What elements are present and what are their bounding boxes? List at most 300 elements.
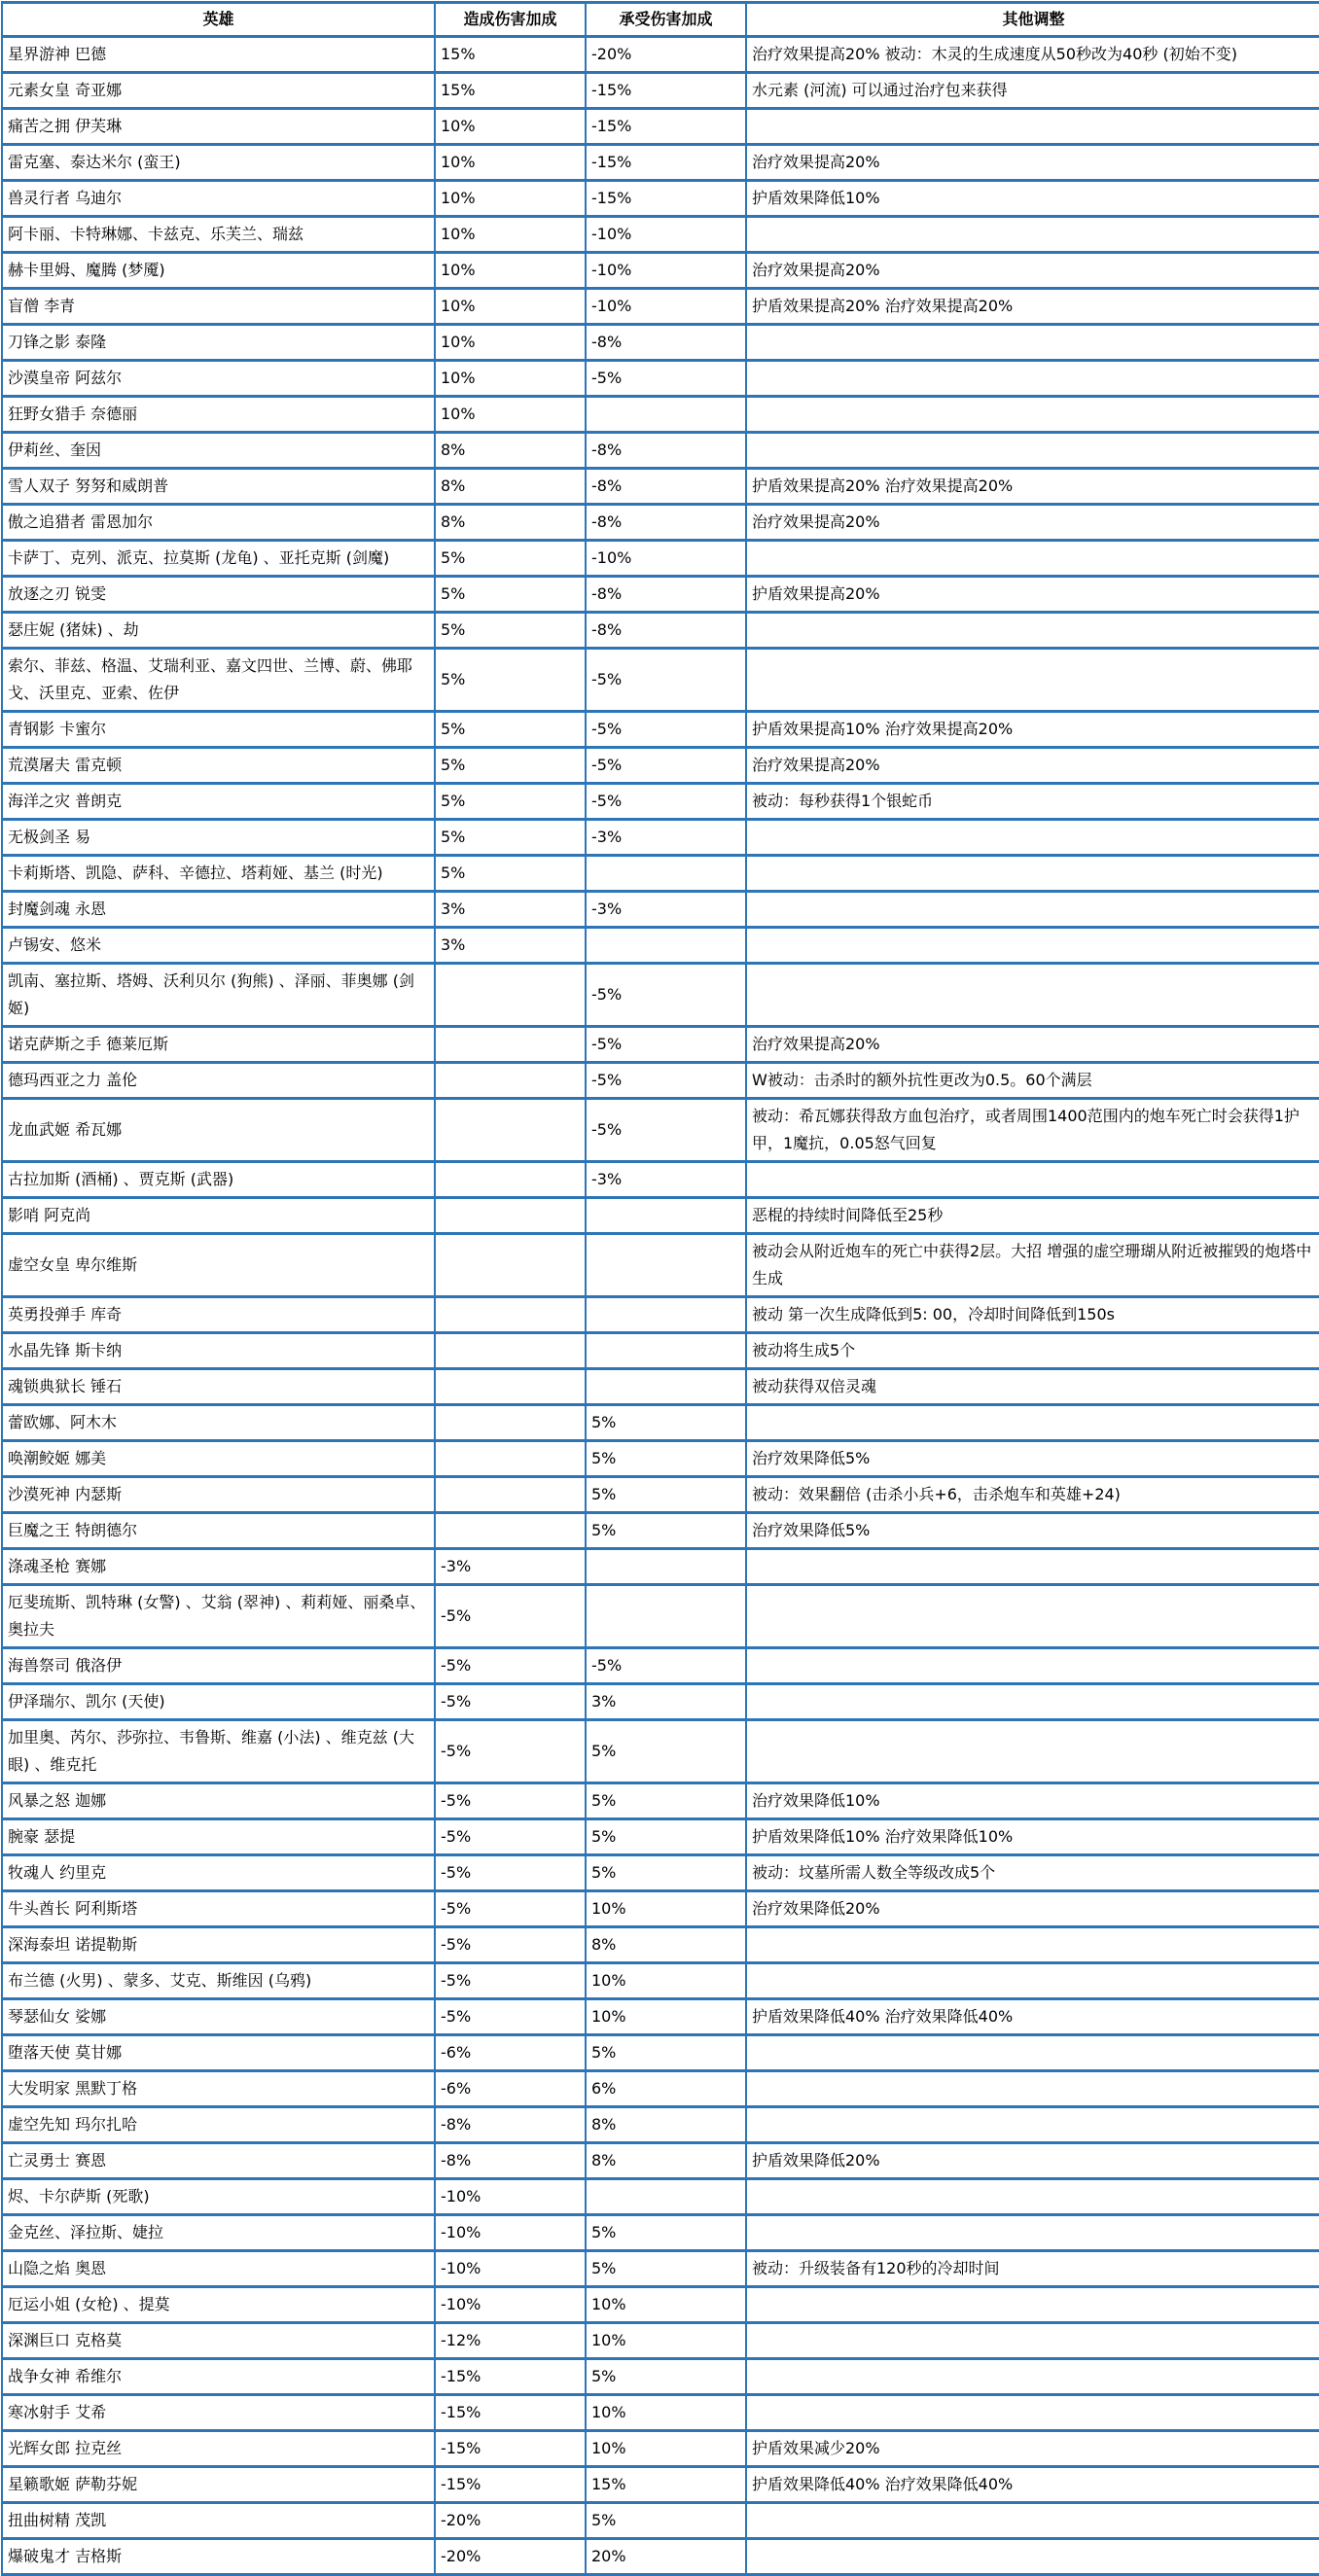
table-row (2, 109, 1319, 145)
damage-taken-cell: 10% (586, 2431, 746, 2467)
table-row (2, 469, 1319, 505)
table-row (2, 1477, 1319, 1513)
damage-taken-cell: 5% (586, 1441, 746, 1477)
damage-dealt-cell (435, 1513, 586, 1549)
table-row (2, 1927, 1319, 1963)
damage-taken-cell: -3% (586, 892, 746, 928)
table-row (2, 856, 1319, 892)
other-adjustments-cell (746, 1927, 1319, 1963)
hero-cell: 琴瑟仙女 娑娜 (2, 1999, 435, 2035)
hero-cell: 无极剑圣 易 (2, 820, 435, 856)
other-adjustments-cell (746, 541, 1319, 577)
damage-taken-cell: -3% (586, 820, 746, 856)
hero-cell: 加里奥、芮尔、莎弥拉、韦鲁斯、维嘉 (小法) 、维克兹 (大眼) 、维克托 (2, 1720, 435, 1783)
hero-cell: 星籁歌姬 萨勒芬妮 (2, 2467, 435, 2503)
damage-dealt-cell (435, 1234, 586, 1297)
other-adjustments-cell: 治疗效果降低5% (746, 1441, 1319, 1477)
damage-dealt-cell: -10% (435, 2215, 586, 2251)
damage-dealt-cell: 5% (435, 748, 586, 784)
damage-taken-cell: -10% (586, 289, 746, 325)
damage-taken-cell: -8% (586, 325, 746, 361)
damage-taken-cell (586, 1297, 746, 1333)
damage-taken-cell: -5% (586, 1099, 746, 1162)
hero-cell: 兽灵行者 乌迪尔 (2, 181, 435, 217)
table-row (2, 748, 1319, 784)
other-adjustments-cell: 护盾效果降低20% (746, 2143, 1319, 2179)
table-row (2, 1513, 1319, 1549)
damage-taken-cell: -10% (586, 541, 746, 577)
table-row (2, 2431, 1319, 2467)
table-row (2, 1441, 1319, 1477)
hero-cell: 海兽祭司 俄洛伊 (2, 1648, 435, 1684)
table-row (2, 613, 1319, 649)
hero-cell: 厄运小姐 (女枪) 、提莫 (2, 2287, 435, 2323)
other-adjustments-cell (746, 2179, 1319, 2215)
table-row (2, 2107, 1319, 2143)
damage-dealt-cell: -5% (435, 1855, 586, 1891)
damage-dealt-cell (435, 1027, 586, 1063)
damage-dealt-cell: 3% (435, 892, 586, 928)
damage-dealt-cell: 5% (435, 856, 586, 892)
table-row (2, 2143, 1319, 2179)
table-row (2, 1405, 1319, 1441)
table-row (2, 2467, 1319, 2503)
damage-taken-cell (586, 1333, 746, 1369)
table-row (2, 397, 1319, 433)
other-adjustments-cell (746, 1162, 1319, 1198)
table-row (2, 217, 1319, 253)
damage-taken-cell: -8% (586, 577, 746, 613)
table-row (2, 361, 1319, 397)
hero-cell: 牛头酋长 阿利斯塔 (2, 1891, 435, 1927)
hero-cell: 涤魂圣枪 赛娜 (2, 1549, 435, 1585)
table-row (2, 1783, 1319, 1819)
damage-taken-cell (586, 1369, 746, 1405)
damage-dealt-cell: 10% (435, 289, 586, 325)
other-adjustments-cell (746, 361, 1319, 397)
damage-taken-cell: -15% (586, 109, 746, 145)
damage-taken-cell: -5% (586, 649, 746, 712)
damage-dealt-cell (435, 1198, 586, 1234)
other-adjustments-cell: 护盾效果提高20% 治疗效果提高20% (746, 289, 1319, 325)
other-adjustments-cell: 护盾效果降低10% 治疗效果降低10% (746, 1819, 1319, 1855)
damage-dealt-cell: -6% (435, 2071, 586, 2107)
damage-dealt-cell: 10% (435, 325, 586, 361)
damage-taken-cell: 5% (586, 1477, 746, 1513)
damage-dealt-cell: -5% (435, 1783, 586, 1819)
damage-taken-cell: 10% (586, 1963, 746, 1999)
other-adjustments-cell (746, 2035, 1319, 2071)
hero-cell: 虚空先知 玛尔扎哈 (2, 2107, 435, 2143)
damage-taken-cell: 5% (586, 1783, 746, 1819)
damage-dealt-cell: -10% (435, 2179, 586, 2215)
damage-taken-cell: -20% (586, 37, 746, 73)
hero-cell: 痛苦之拥 伊芙琳 (2, 109, 435, 145)
other-adjustments-cell: 治疗效果提高20% (746, 748, 1319, 784)
table-row (2, 1585, 1319, 1648)
damage-taken-cell: -5% (586, 748, 746, 784)
damage-dealt-cell: -5% (435, 1585, 586, 1648)
hero-cell: 堕落天使 莫甘娜 (2, 2035, 435, 2071)
table-row (2, 1648, 1319, 1684)
hero-cell: 牧魂人 约里克 (2, 1855, 435, 1891)
table-row (2, 649, 1319, 712)
damage-dealt-cell (435, 1369, 586, 1405)
damage-dealt-cell: 15% (435, 37, 586, 73)
damage-dealt-cell (435, 1297, 586, 1333)
damage-dealt-cell: -5% (435, 1999, 586, 2035)
table-row (2, 2035, 1319, 2071)
other-adjustments-cell: 治疗效果提高20% (746, 253, 1319, 289)
damage-taken-cell: 5% (586, 1819, 746, 1855)
damage-taken-cell: -5% (586, 1027, 746, 1063)
damage-taken-cell (586, 928, 746, 964)
table-row (2, 2287, 1319, 2323)
hero-cell: 龙血武姬 希瓦娜 (2, 1099, 435, 1162)
other-adjustments-cell: 治疗效果提高20% 被动：木灵的生成速度从50秒改为40秒 (初始不变) (746, 37, 1319, 73)
table-row (2, 1099, 1319, 1162)
other-adjustments-cell (746, 2287, 1319, 2323)
hero-cell: 魂锁典狱长 锤石 (2, 1369, 435, 1405)
other-adjustments-cell (746, 1963, 1319, 1999)
hero-cell: 水晶先锋 斯卡纳 (2, 1333, 435, 1369)
other-adjustments-cell: 被动：每秒获得1个银蛇币 (746, 784, 1319, 820)
table-row (2, 253, 1319, 289)
damage-dealt-cell: -20% (435, 2539, 586, 2575)
damage-dealt-cell: 5% (435, 712, 586, 748)
table-row (2, 1333, 1319, 1369)
damage-taken-cell: 6% (586, 2071, 746, 2107)
hero-cell: 星界游神 巴德 (2, 37, 435, 73)
hero-cell: 巨魔之王 特朗德尔 (2, 1513, 435, 1549)
table-row (2, 2071, 1319, 2107)
damage-taken-cell: -15% (586, 181, 746, 217)
damage-taken-cell: 10% (586, 2395, 746, 2431)
table-row (2, 1963, 1319, 1999)
table-row (2, 2395, 1319, 2431)
table-row (2, 325, 1319, 361)
damage-taken-cell: -5% (586, 784, 746, 820)
table-row (2, 1369, 1319, 1405)
hero-cell: 傲之追猎者 雷恩加尔 (2, 505, 435, 541)
hero-cell: 元素女皇 奇亚娜 (2, 73, 435, 109)
damage-dealt-cell: 10% (435, 253, 586, 289)
table-row (2, 1162, 1319, 1198)
hero-cell: 爆破鬼才 吉格斯 (2, 2539, 435, 2575)
damage-taken-cell: 20% (586, 2539, 746, 2575)
other-adjustments-cell (746, 964, 1319, 1027)
damage-dealt-cell: -15% (435, 2395, 586, 2431)
column-header-damage-taken: 承受伤害加成 (586, 3, 746, 37)
table-row (2, 928, 1319, 964)
hero-cell: 山隐之焰 奥恩 (2, 2251, 435, 2287)
other-adjustments-cell (746, 1549, 1319, 1585)
other-adjustments-cell: 护盾效果降低10% (746, 181, 1319, 217)
hero-cell: 唤潮鲛姬 娜美 (2, 1441, 435, 1477)
damage-dealt-cell: 10% (435, 145, 586, 181)
other-adjustments-cell (746, 2539, 1319, 2575)
hero-cell: 青钢影 卡蜜尔 (2, 712, 435, 748)
damage-taken-cell (586, 2179, 746, 2215)
hero-cell: 卡莉斯塔、凯隐、萨科、辛德拉、塔莉娅、基兰 (时光) (2, 856, 435, 892)
damage-dealt-cell: 8% (435, 433, 586, 469)
hero-cell: 布兰德 (火男) 、蒙多、艾克、斯维因 (乌鸦) (2, 1963, 435, 1999)
other-adjustments-cell (746, 433, 1319, 469)
damage-dealt-cell (435, 1162, 586, 1198)
other-adjustments-cell (746, 820, 1319, 856)
other-adjustments-cell: 被动：升级装备有120秒的冷却时间 (746, 2251, 1319, 2287)
hero-cell: 深渊巨口 克格莫 (2, 2323, 435, 2359)
damage-dealt-cell: 10% (435, 217, 586, 253)
damage-dealt-cell: 5% (435, 784, 586, 820)
damage-taken-cell: 8% (586, 2107, 746, 2143)
other-adjustments-cell (746, 2323, 1319, 2359)
damage-taken-cell: 10% (586, 1891, 746, 1927)
hero-cell: 诺克萨斯之手 德莱厄斯 (2, 1027, 435, 1063)
other-adjustments-cell: 水元素 (河流) 可以通过治疗包来获得 (746, 73, 1319, 109)
damage-taken-cell: -5% (586, 1648, 746, 1684)
damage-taken-cell: 15% (586, 2467, 746, 2503)
damage-taken-cell: 5% (586, 2215, 746, 2251)
other-adjustments-cell: W被动：击杀时的额外抗性更改为0.5。60个满层 (746, 1063, 1319, 1099)
other-adjustments-cell: 护盾效果降低40% 治疗效果降低40% (746, 2467, 1319, 2503)
table-row (2, 784, 1319, 820)
hero-cell: 金克丝、泽拉斯、婕拉 (2, 2215, 435, 2251)
hero-cell: 德玛西亚之力 盖伦 (2, 1063, 435, 1099)
damage-dealt-cell (435, 964, 586, 1027)
hero-cell: 蕾欧娜、阿木木 (2, 1405, 435, 1441)
hero-cell: 封魔剑魂 永恩 (2, 892, 435, 928)
hero-cell: 刀锋之影 泰隆 (2, 325, 435, 361)
damage-taken-cell: 5% (586, 2503, 746, 2539)
damage-taken-cell: 10% (586, 2323, 746, 2359)
table-row (2, 820, 1319, 856)
other-adjustments-cell (746, 2359, 1319, 2395)
damage-dealt-cell: 10% (435, 361, 586, 397)
hero-cell: 厄斐琉斯、凯特琳 (女警) 、艾翁 (翠神) 、莉莉娅、丽桑卓、奥拉夫 (2, 1585, 435, 1648)
table-row (2, 1198, 1319, 1234)
other-adjustments-cell: 被动：效果翻倍 (击杀小兵+6，击杀炮车和英雄+24) (746, 1477, 1319, 1513)
damage-taken-cell: -10% (586, 253, 746, 289)
hero-cell: 腕豪 瑟提 (2, 1819, 435, 1855)
table-row (2, 73, 1319, 109)
damage-dealt-cell: 5% (435, 541, 586, 577)
damage-dealt-cell: 3% (435, 928, 586, 964)
other-adjustments-cell (746, 1405, 1319, 1441)
damage-dealt-cell: -3% (435, 1549, 586, 1585)
table-body (2, 37, 1319, 2575)
hero-cell: 影哨 阿克尚 (2, 1198, 435, 1234)
damage-dealt-cell: 5% (435, 820, 586, 856)
other-adjustments-cell: 护盾效果提高20% (746, 577, 1319, 613)
hero-cell: 扭曲树精 茂凯 (2, 2503, 435, 2539)
damage-dealt-cell: -12% (435, 2323, 586, 2359)
table-row (2, 2539, 1319, 2575)
damage-taken-cell (586, 1549, 746, 1585)
table-row (2, 1891, 1319, 1927)
table-row (2, 1063, 1319, 1099)
hero-cell: 伊莉丝、奎因 (2, 433, 435, 469)
table-row (2, 1720, 1319, 1783)
damage-dealt-cell: -5% (435, 1819, 586, 1855)
damage-dealt-cell: -8% (435, 2107, 586, 2143)
damage-taken-cell: -5% (586, 361, 746, 397)
table-row (2, 577, 1319, 613)
table-row (2, 2179, 1319, 2215)
damage-dealt-cell: 15% (435, 73, 586, 109)
table-row (2, 2323, 1319, 2359)
other-adjustments-cell (746, 2215, 1319, 2251)
column-header-hero: 英雄 (2, 3, 435, 37)
hero-cell: 卢锡安、悠米 (2, 928, 435, 964)
damage-dealt-cell (435, 1477, 586, 1513)
damage-taken-cell: -5% (586, 964, 746, 1027)
other-adjustments-cell: 被动将生成5个 (746, 1333, 1319, 1369)
hero-cell: 光辉女郎 拉克丝 (2, 2431, 435, 2467)
damage-dealt-cell: 10% (435, 181, 586, 217)
other-adjustments-cell (746, 856, 1319, 892)
damage-taken-cell: 5% (586, 2359, 746, 2395)
hero-cell: 索尔、菲兹、格温、艾瑞利亚、嘉文四世、兰博、蔚、佛耶戈、沃里克、亚索、佐伊 (2, 649, 435, 712)
hero-cell: 赫卡里姆、魔腾 (梦魇) (2, 253, 435, 289)
table-row (2, 964, 1319, 1027)
other-adjustments-cell (746, 892, 1319, 928)
damage-dealt-cell (435, 1063, 586, 1099)
column-header-other-adjustments: 其他调整 (746, 3, 1319, 37)
table-row (2, 1234, 1319, 1297)
other-adjustments-cell (746, 1585, 1319, 1648)
damage-dealt-cell: -20% (435, 2503, 586, 2539)
hero-cell: 大发明家 黑默丁格 (2, 2071, 435, 2107)
damage-dealt-cell: -15% (435, 2359, 586, 2395)
damage-taken-cell (586, 1198, 746, 1234)
other-adjustments-cell: 被动：希瓦娜获得敌方血包治疗，或者周围1400范围内的炮车死亡时会获得1护甲，1魔抗，0.05怒气回复 (746, 1099, 1319, 1162)
damage-dealt-cell: 8% (435, 505, 586, 541)
damage-dealt-cell: -5% (435, 1927, 586, 1963)
damage-taken-cell (586, 397, 746, 433)
hero-cell: 卡萨丁、克列、派克、拉莫斯 (龙龟) 、亚托克斯 (剑魔) (2, 541, 435, 577)
hero-cell: 沙漠死神 内瑟斯 (2, 1477, 435, 1513)
other-adjustments-cell: 治疗效果降低5% (746, 1513, 1319, 1549)
other-adjustments-cell (746, 2107, 1319, 2143)
hero-cell: 风暴之怒 迦娜 (2, 1783, 435, 1819)
hero-cell: 荒漠屠夫 雷克顿 (2, 748, 435, 784)
other-adjustments-cell (746, 397, 1319, 433)
aram-balance-table (1, 1, 1319, 2576)
damage-taken-cell: -8% (586, 469, 746, 505)
table-row (2, 712, 1319, 748)
hero-cell: 亡灵勇士 赛恩 (2, 2143, 435, 2179)
damage-taken-cell: -5% (586, 712, 746, 748)
damage-dealt-cell: 5% (435, 577, 586, 613)
other-adjustments-cell: 护盾效果降低40% 治疗效果降低40% (746, 1999, 1319, 2035)
other-adjustments-cell: 被动：坟墓所需人数全等级改成5个 (746, 1855, 1319, 1891)
damage-taken-cell: 10% (586, 1999, 746, 2035)
damage-taken-cell (586, 1234, 746, 1297)
damage-taken-cell: -15% (586, 73, 746, 109)
damage-dealt-cell (435, 1405, 586, 1441)
damage-taken-cell: 10% (586, 2287, 746, 2323)
other-adjustments-cell: 被动会从附近炮车的死亡中获得2层。大招 增强的虚空珊瑚从附近被摧毁的炮塔中生成 (746, 1234, 1319, 1297)
hero-cell: 海洋之灾 普朗克 (2, 784, 435, 820)
other-adjustments-cell (746, 1720, 1319, 1783)
damage-taken-cell: -3% (586, 1162, 746, 1198)
damage-dealt-cell: -5% (435, 1720, 586, 1783)
hero-cell: 雷克塞、泰达米尔 (蛮王) (2, 145, 435, 181)
other-adjustments-cell (746, 613, 1319, 649)
damage-dealt-cell: -6% (435, 2035, 586, 2071)
damage-taken-cell: 8% (586, 1927, 746, 1963)
table-row (2, 1549, 1319, 1585)
table-row (2, 2503, 1319, 2539)
other-adjustments-cell (746, 2395, 1319, 2431)
table-row (2, 181, 1319, 217)
hero-cell: 古拉加斯 (酒桶) 、贾克斯 (武器) (2, 1162, 435, 1198)
table-row (2, 892, 1319, 928)
other-adjustments-cell: 恶棍的持续时间降低至25秒 (746, 1198, 1319, 1234)
other-adjustments-cell (746, 217, 1319, 253)
damage-dealt-cell: -5% (435, 1963, 586, 1999)
other-adjustments-cell (746, 649, 1319, 712)
table-row (2, 2215, 1319, 2251)
table-row (2, 505, 1319, 541)
other-adjustments-cell: 治疗效果降低20% (746, 1891, 1319, 1927)
table-row (2, 1999, 1319, 2035)
damage-taken-cell: 5% (586, 2251, 746, 2287)
other-adjustments-cell (746, 2071, 1319, 2107)
damage-taken-cell: 5% (586, 1855, 746, 1891)
damage-dealt-cell: 5% (435, 649, 586, 712)
hero-cell: 伊泽瑞尔、凯尔 (天使) (2, 1684, 435, 1720)
damage-taken-cell: 5% (586, 1513, 746, 1549)
hero-cell: 阿卡丽、卡特琳娜、卡兹克、乐芙兰、瑞兹 (2, 217, 435, 253)
damage-taken-cell: -8% (586, 433, 746, 469)
table-row (2, 1855, 1319, 1891)
table-row (2, 1684, 1319, 1720)
column-header-damage-dealt: 造成伤害加成 (435, 3, 586, 37)
table-row (2, 289, 1319, 325)
hero-cell: 雪人双子 努努和威朗普 (2, 469, 435, 505)
other-adjustments-cell: 护盾效果减少20% (746, 2431, 1319, 2467)
damage-taken-cell: -10% (586, 217, 746, 253)
damage-taken-cell: 5% (586, 2035, 746, 2071)
damage-dealt-cell: -5% (435, 1684, 586, 1720)
hero-cell: 烬、卡尔萨斯 (死歌) (2, 2179, 435, 2215)
damage-taken-cell: -15% (586, 145, 746, 181)
other-adjustments-cell: 治疗效果提高20% (746, 505, 1319, 541)
damage-dealt-cell: -5% (435, 1648, 586, 1684)
damage-taken-cell: -5% (586, 1063, 746, 1099)
hero-cell: 瑟庄妮 (猪妹) 、劫 (2, 613, 435, 649)
hero-cell: 战争女神 希维尔 (2, 2359, 435, 2395)
hero-cell: 狂野女猎手 奈德丽 (2, 397, 435, 433)
damage-dealt-cell: -10% (435, 2251, 586, 2287)
damage-dealt-cell: -5% (435, 1891, 586, 1927)
hero-cell: 寒冰射手 艾希 (2, 2395, 435, 2431)
table-row (2, 1027, 1319, 1063)
damage-dealt-cell (435, 1099, 586, 1162)
header-row (2, 3, 1319, 37)
other-adjustments-cell: 护盾效果提高20% 治疗效果提高20% (746, 469, 1319, 505)
other-adjustments-cell: 被动获得双倍灵魂 (746, 1369, 1319, 1405)
hero-cell: 虚空女皇 卑尔维斯 (2, 1234, 435, 1297)
hero-cell: 英勇投弹手 库奇 (2, 1297, 435, 1333)
damage-dealt-cell (435, 1441, 586, 1477)
hero-cell: 放逐之刃 锐雯 (2, 577, 435, 613)
hero-cell: 深海泰坦 诺提勒斯 (2, 1927, 435, 1963)
damage-taken-cell: 8% (586, 2143, 746, 2179)
table-row (2, 37, 1319, 73)
